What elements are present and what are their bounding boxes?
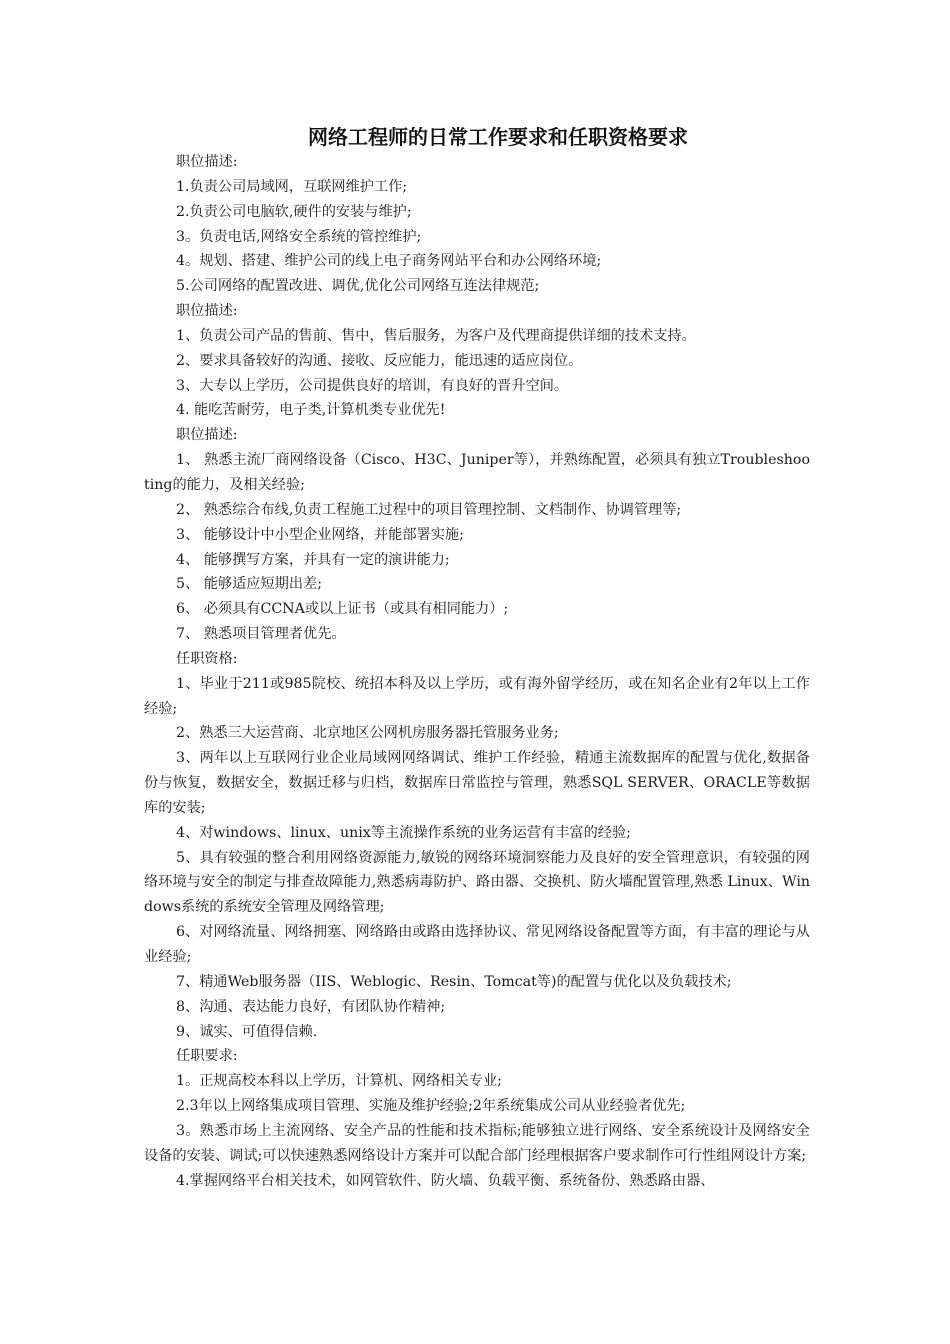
paragraph: 7、 熟悉项目管理者优先。 [176,626,346,643]
paragraph: 2、熟悉三大运营商、北京地区公网机房服务器托管服务业务; [176,725,559,742]
paragraph: 3、大专以上学历，公司提供良好的培训，有良好的晋升空间。 [176,377,569,394]
paragraph: 1、 熟悉主流厂商网络设备（Cisco、H3C、Juniper等），并熟练配置，必须具有独立Troubleshooting的能力，及相关经验; [144,452,810,493]
paragraph: 7、精通Web服务器（IIS、Weblogic、Resin、Tomcat等)的配置与优化以及负载技术; [176,973,732,990]
paragraph: 6、 必须具有CCNA或以上证书（或具有相同能力）; [176,601,509,618]
paragraph: 2、 熟悉综合布线,负责工程施工过程中的项目管理控制、文档制作、协调管理等; [176,501,682,518]
paragraph: 6、对网络流量、网络拥塞、网络路由或路由选择协议、常见网络设备配置等方面，有丰富的理论与从业经验; [144,924,810,965]
document-body [144,150,810,1193]
paragraph: 5、 能够适应短期出差; [176,576,323,593]
paragraph: 4、对windows、linux、unix等主流操作系统的业务运营有丰富的经验; [176,824,631,841]
paragraph: 4.掌握网络平台相关技术，如网管软件、防火墙、负载平衡、系统备份、熟悉路由器、 [176,1172,715,1189]
paragraph: 2.3年以上网络集成项目管理、实施及维护经验;2年系统集成公司从业经验者优先; [176,1098,686,1115]
paragraph: 1.负责公司局域网，互联网维护工作; [176,178,408,195]
paragraph: 1、毕业于211或985院校、统招本科及以上学历，或有海外留学经历，或在知名企业有2年以上工作经验; [144,675,810,717]
paragraph: 4。规划、搭建、维护公司的线上电子商务网站平台和办公网络环境; [176,253,602,270]
paragraph: 1。正规高校本科以上学历，计算机、网络相关专业; [176,1073,502,1090]
paragraph: 2、要求具备较好的沟通、接收、反应能力，能迅速的适应岗位。 [176,352,583,369]
document-title: 网络工程师的日常工作要求和任职资格要求 [308,125,688,149]
paragraph: 1、负责公司产品的售前、售中，售后服务，为客户及代理商提供详细的技术支持。 [176,327,696,344]
paragraph: 5、具有较强的整合利用网络资源能力,敏锐的网络环境洞察能力及良好的安全管理意识，有较强的网络环境与安全的制定与排查故障能力,熟悉病毒防护、路由器、交换机、防火墙配置管理,熟悉 Linux、Windows系统的系统安全管理及网络管理; [144,849,810,916]
paragraph: 4. 能吃苦耐劳，电子类,计算机类专业优先! [176,402,446,419]
paragraph: 职位描述: [176,303,238,320]
paragraph: 3、两年以上互联网行业企业局域网网络调试、维护工作经验，精通主流数据库的配置与优化,数据备份与恢复，数据安全，数据迁移与归档，数据库日常监控与管理，熟悉SQL SERVER、ORACLE等数据库的安装; [144,750,810,816]
paragraph: 2.负责公司电脑软,硬件的安装与维护; [176,203,412,220]
paragraph: 9、诚实、可值得信赖. [176,1023,318,1040]
paragraph: 3。熟悉市场上主流网络、安全产品的性能和技术指标;能够独立进行网络、安全系统设计及网络安全设备的安装、调试;可以快速熟悉网络设计方案并可以配合部门经理根据客户要求制作可行性组网设计方案; [144,1122,810,1164]
paragraph: 职位描述: [176,154,238,170]
paragraph: 3。负责电话,网络安全系统的管控维护; [176,228,422,245]
paragraph: 职位描述: [176,427,238,444]
paragraph: 3、 能够设计中小型企业网络，并能部署实施; [176,526,464,543]
paragraph: 任职要求: [176,1048,238,1065]
paragraph: 4、 能够撰写方案，并具有一定的演讲能力; [176,551,450,568]
paragraph: 任职资格: [176,650,238,667]
paragraph: 8、沟通、表达能力良好，有团队协作精神; [176,998,446,1015]
paragraph: 5.公司网络的配置改进、调优,优化公司网络互连法律规范; [176,278,540,295]
